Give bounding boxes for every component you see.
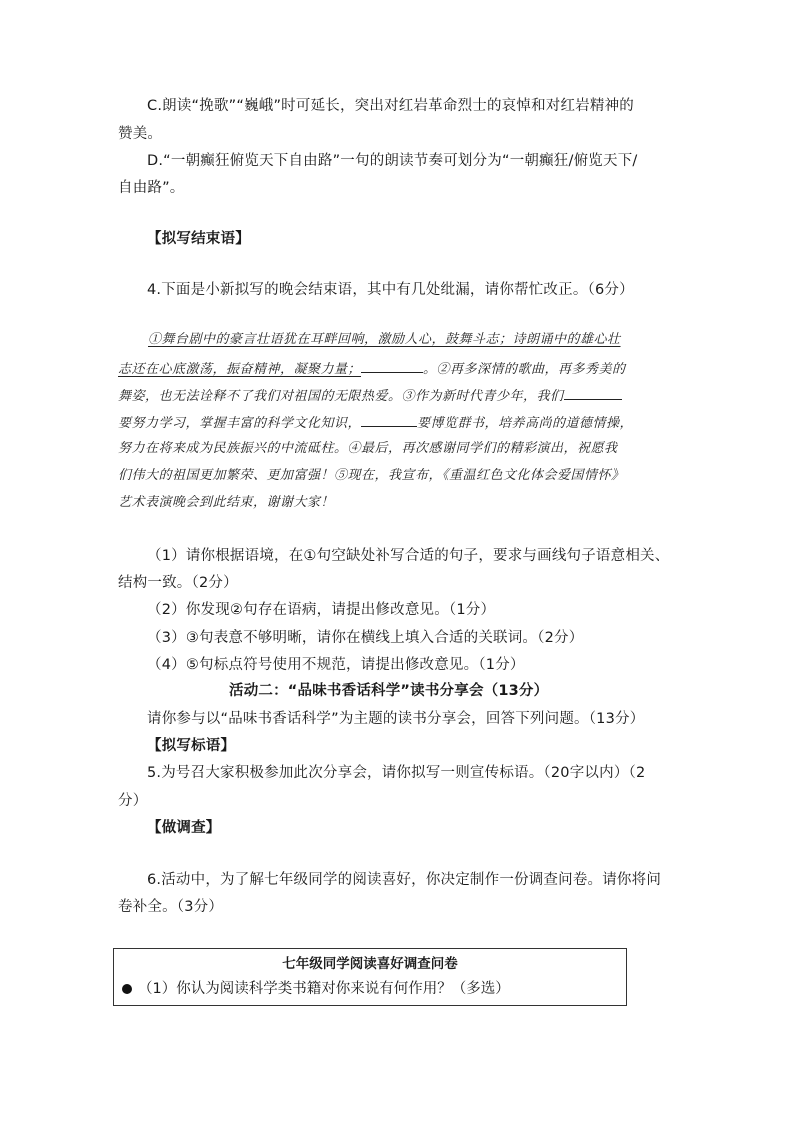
subquestion-3: （3）③句表意不够明晰，请你在横线上填入合适的关联词。（2分）: [147, 630, 584, 646]
question-6-line1: 6.活动中，为了解七年级同学的阅读喜好，你决定制作一份调查问卷。请你将问: [147, 872, 662, 888]
passage-line-4-text-b: 要博览群书，培养高尚的道德情操，: [417, 416, 634, 431]
passage-line-4: [118, 412, 633, 433]
passage-line-2-underlined: 志还在心底激荡，振奋精神，凝聚力量；: [118, 362, 362, 377]
survey-box: [113, 948, 627, 1006]
blank-3[interactable]: [361, 412, 417, 427]
subquestion-1-line2: 结构一致。（2分）: [118, 575, 238, 591]
option-c-line1: C.朗读“挽歌”“巍峨”时可延长，突出对红岩革命烈士的哀悼和对红岩精神的: [147, 98, 634, 114]
question-5-line2: 分）: [118, 793, 148, 809]
survey-title: 七年级同学阅读喜好调查问卷: [282, 956, 458, 972]
section-heading-survey: 【做调查】: [147, 820, 221, 836]
question-6-line2: 卷补全。（3分）: [118, 899, 224, 915]
section-heading-slogan: 【拟写标语】: [147, 738, 236, 754]
option-c-line2: 赞美。: [118, 126, 163, 142]
blank-2[interactable]: [564, 385, 622, 400]
question-5-line1: 5.为号召大家积极参加此次分享会，请你拟写一则宣传标语。（20字以内）（2: [147, 765, 646, 781]
section-heading-closing: 【拟写结束语】: [147, 231, 250, 247]
bullet-icon: [122, 984, 132, 994]
passage-line-2-rest: 。②再多深情的歌曲，再多秀美的: [423, 362, 626, 377]
passage-line-1: ①舞台剧中的豪言壮语犹在耳畔回响，激励人心，鼓舞斗志；诗朗诵中的雄心壮: [148, 332, 621, 347]
passage-line-3: [118, 385, 622, 406]
survey-item-1-text: （1）你认为阅读科学类书籍对你来说有何作用？（多选）: [138, 981, 510, 997]
activity-2-heading: 活动二：“品味书香话科学”读书分享会（13分）: [229, 683, 549, 699]
passage-line-4-text-a: 要努力学习，掌握丰富的科学文化知识，: [118, 416, 362, 431]
passage-line-6: 们伟大的祖国更加繁荣、更加富强！⑤现在，我宣布，《重温红色文化体会爱国情怀》: [118, 468, 625, 483]
subquestion-1-line1: （1）请你根据语境，在①句空缺处补写合适的句子，要求与画线句子语意相关、: [147, 548, 670, 564]
passage-line-5: 努力在将来成为民族振兴的中流砥柱。④最后，再次感谢同学们的精彩演出，祝愿我: [118, 441, 618, 456]
blank-1[interactable]: [361, 358, 423, 373]
option-d-line2: 自由路”。: [118, 180, 185, 196]
subquestion-2: （2）你发现②句存在语病，请提出修改意见。（1分）: [147, 602, 496, 618]
question-4: 4.下面是小新拟写的晚会结束语，其中有几处纰漏，请你帮忙改正。（6分）: [147, 282, 634, 298]
passage-line-7: 艺术表演晚会到此结束，谢谢大家！: [118, 495, 335, 510]
survey-item-1: [122, 979, 510, 999]
passage-line-2: [118, 358, 626, 379]
passage-line-3-text: 舞姿，也无法诠释不了我们对祖国的无限热爱。③作为新时代青少年，我们: [118, 389, 564, 404]
option-d-line1: D.“一朝癫狂俯览天下自由路”一句的朗读节奏可划分为“一朝癫狂/俯览天下/: [147, 153, 638, 169]
activity-2-intro: 请你参与以“品味书香话科学”为主题的读书分享会，回答下列问题。（13分）: [147, 711, 645, 727]
subquestion-4: （4）⑤句标点符号使用不规范，请提出修改意见。（1分）: [147, 657, 525, 673]
